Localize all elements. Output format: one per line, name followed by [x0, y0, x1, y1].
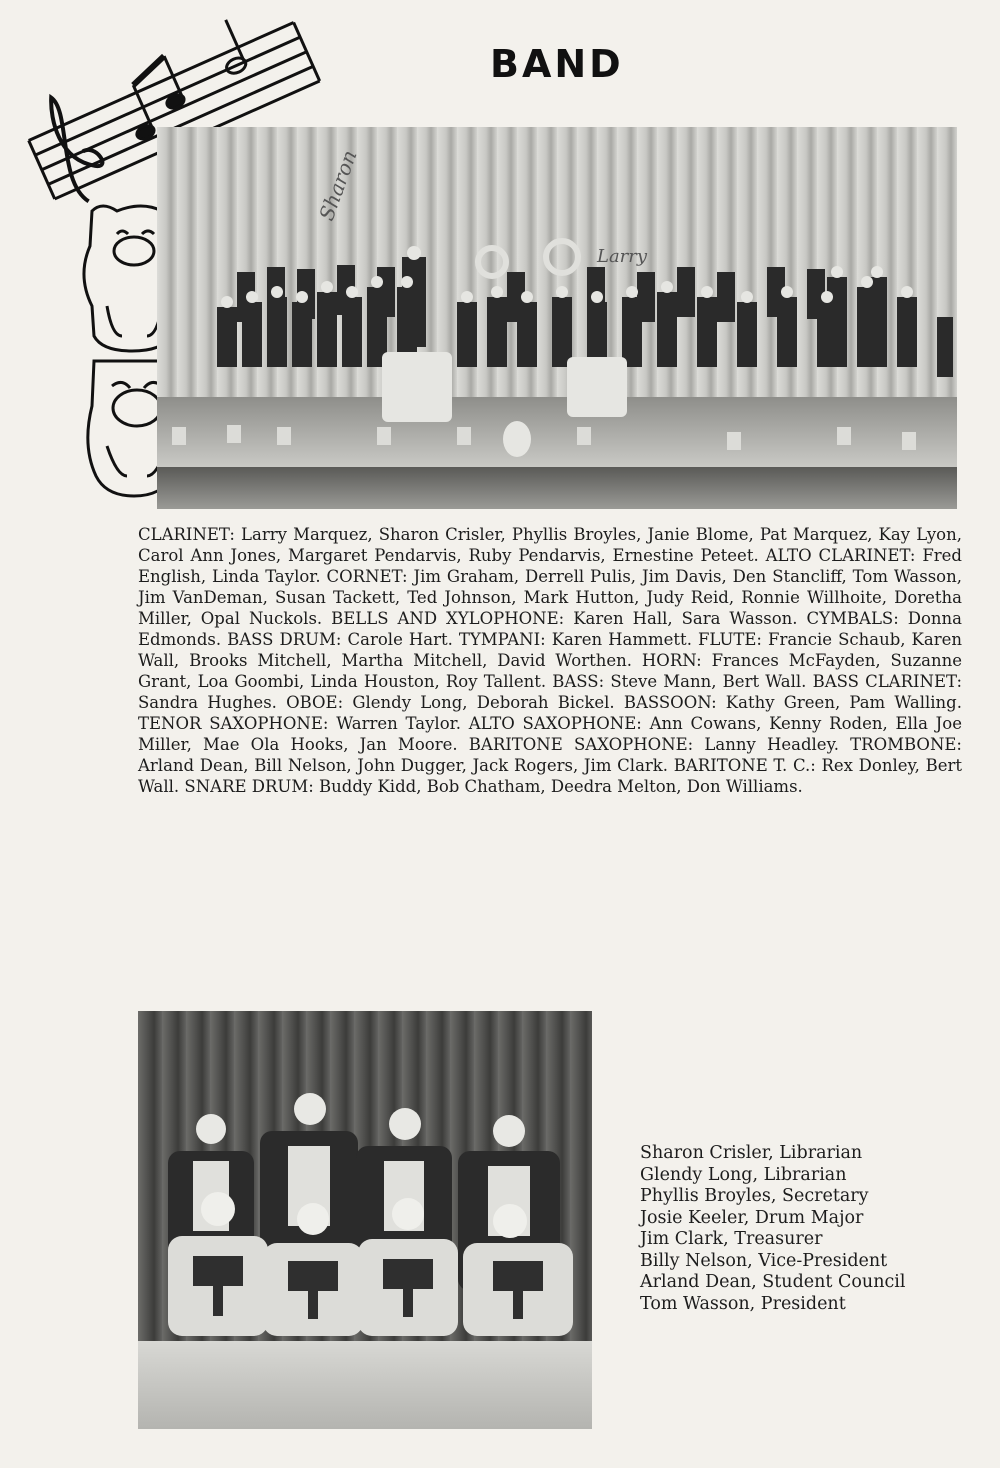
band-group-photo [157, 127, 957, 509]
officer-entry: Sharon Crisler, Librarian [640, 1143, 863, 1163]
signature-sharon: Sharon [314, 146, 362, 224]
officer-entry: Josie Keeler, Drum Major [640, 1207, 864, 1228]
band-roster-text: CLARINET: Larry Marquez, Sharon Crisler, Phyllis Broyles, Janie Blome, Pat Marquez, Kay Lyon, Carol Ann Jones, Margaret Pendarvis, Ruby Pendarvis, Ernestine Peteet. ALTO CLARINET: Fred English, Linda Taylor. CORNET: Jim Graham, Derrell Pulis, Jim Davis, Den Stancliff, Tom Wasson, Jim VanDeman, Susan Tackett, Ted Johnson, Mark Hutton, Judy Reid, Ronnie Willhoite, Doretha Miller, Opal Nuckols. BELLS AND XYLOPHONE: Karen Hall, Sara Wasson. CYMBALS: Donna Edmonds. BASS DRUM: Carole Hart. TYMPANI: Karen Hammett. FLUTE: Francie Schaub, Karen Wall, Brooks Mitchell, Martha Mitchell, David Worthen. HORN: Frances McFayden, Suzanne Grant, Loa Goombi, Linda Houston, Roy Tallent. BASS: Steve Mann, Bert Wall. BASS CLARINET: Sandra Hughes. OBOE: Glendy Long, Deborah Bickel. BASSOON: Kathy Green, Pam Walling. TENOR SAXOPHONE: Warren Taylor. ALTO SAXOPHONE: Ann Cowans, Kenny Roden, Ella Joe Miller, Mae Ola Hooks, Jan Moore. BARITONE SAXOPHONE: Lanny Headley. TROMBONE: Arland Dean, Bill Nelson, John Dugger, Jack Rogers, Jim Clark. BARITONE T. C.: Rex Donley, Bert Wall. SNARE DRUM: Buddy Kidd, Bob Chatham, Deedra Melton, Don Williams. [138, 525, 962, 796]
page-title: BAND [490, 42, 624, 86]
photo-signatures [314, 147, 648, 267]
signature-larry: Larry [597, 246, 648, 267]
officer-entry: Arland Dean, Student Council [640, 1272, 906, 1292]
officer-entry: Jim Clark, Treasurer [640, 1229, 823, 1249]
officers-group-photo [138, 1011, 592, 1429]
officer-entry: Glendy Long, Librarian [640, 1164, 847, 1185]
officer-entry: Billy Nelson, Vice-President [640, 1250, 888, 1271]
band-members-illustration [157, 127, 957, 509]
officer-entry: Phyllis Broyles, Secretary [640, 1186, 869, 1206]
officers-illustration [138, 1011, 592, 1429]
officer-entry: Tom Wasson, President [640, 1293, 846, 1314]
officers-list [640, 1143, 905, 1315]
